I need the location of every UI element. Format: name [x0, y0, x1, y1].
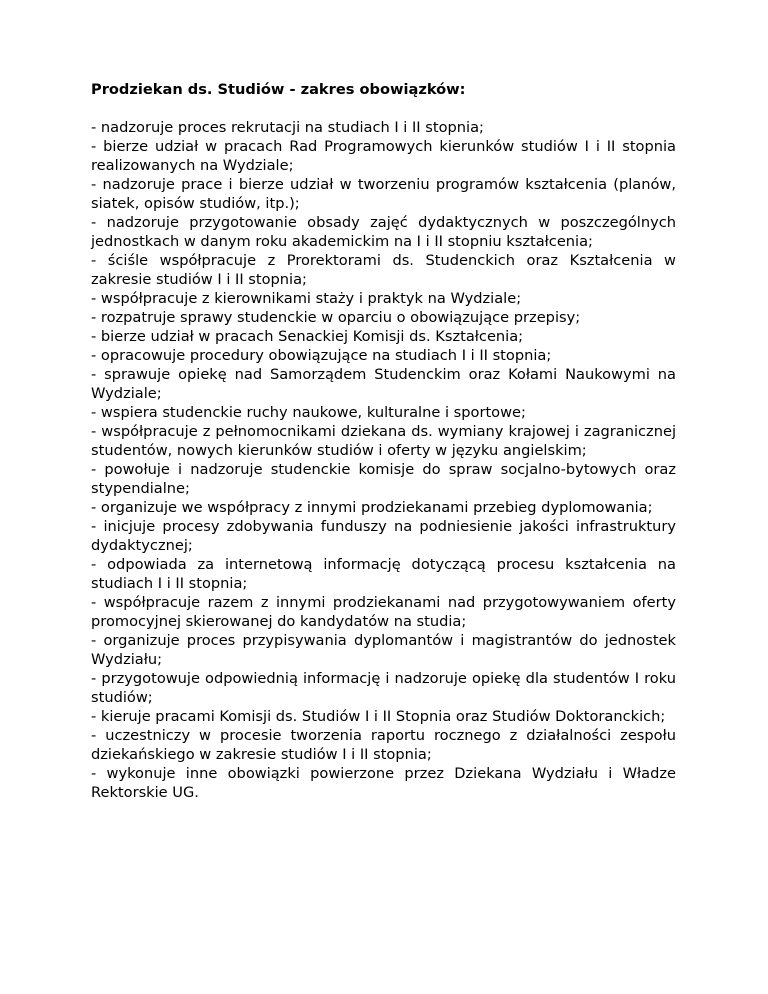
duty-item: - kieruje pracami Komisji ds. Studiów I i II Stopnia oraz Studiów Doktoranckich; — [91, 708, 666, 725]
duty-item: - powołuje i nadzoruje studenckie komisje do spraw socjalno-bytowych oraz stypendialne; — [91, 461, 676, 497]
duty-item: - przygotowuje odpowiednią informację i nadzoruje opiekę dla studentów I roku studiów; — [91, 670, 676, 706]
duty-item: - odpowiada za internetową informację dotyczącą procesu kształcenia na studiach I i II stopnia; — [91, 556, 676, 592]
duty-item: - współpracuje z pełnomocnikami dziekana ds. wymiany krajowej i zagranicznej studentów, nowych kierunków studiów i oferty w języku angielskim; — [91, 423, 676, 459]
duty-item: - wykonuje inne obowiązki powierzone przez Dziekana Wydziału i Władze Rektorskie UG. — [91, 765, 676, 801]
document-title: Prodziekan ds. Studiów - zakres obowiązków: — [91, 81, 466, 98]
duty-item: - nadzoruje prace i bierze udział w tworzeniu programów kształcenia (planów, siatek, opisów studiów, itp.); — [91, 176, 676, 212]
duty-item: - inicjuje procesy zdobywania funduszy na podniesienie jakości infrastruktury dydaktycznej; — [91, 518, 676, 554]
duty-item: - współpracuje z kierownikami staży i praktyk na Wydziale; — [91, 290, 522, 307]
duty-item: - współpracuje razem z innymi prodziekanami nad przygotowywaniem oferty promocyjnej skierowanej do kandydatów na studia; — [91, 594, 676, 630]
duty-item: - wspiera studenckie ruchy naukowe, kulturalne i sportowe; — [91, 404, 526, 421]
duty-item: - bierze udział w pracach Senackiej Komisji ds. Kształcenia; — [91, 328, 524, 345]
duty-item: - nadzoruje proces rekrutacji na studiach I i II stopnia; — [91, 119, 484, 136]
document-page — [91, 80, 676, 802]
duty-item: - ściśle współpracuje z Prorektorami ds. Studenckich oraz Kształcenia w zakresie studiów I i II stopnia; — [91, 252, 676, 288]
duty-item: - opracowuje procedury obowiązujące na studiach I i II stopnia; — [91, 347, 552, 364]
duty-item: - rozpatruje sprawy studenckie w oparciu o obowiązujące przepisy; — [91, 309, 581, 326]
duties-list — [91, 118, 676, 802]
duty-item: - organizuje proces przypisywania dyplomantów i magistrantów do jednostek Wydziału; — [91, 632, 676, 668]
duty-item: - organizuje we współpracy z innymi prodziekanami przebieg dyplomowania; — [91, 499, 653, 516]
duty-item: - bierze udział w pracach Rad Programowych kierunków studiów I i II stopnia realizowanych na Wydziale; — [91, 138, 676, 174]
duty-item: - sprawuje opiekę nad Samorządem Studenckim oraz Kołami Naukowymi na Wydziale; — [91, 366, 676, 402]
duty-item: - nadzoruje przygotowanie obsady zajęć dydaktycznych w poszczególnych jednostkach w danym roku akademickim na I i II stopniu kształcenia; — [91, 214, 676, 250]
duty-item: - uczestniczy w procesie tworzenia raportu rocznego z działalności zespołu dziekańskiego w zakresie studiów I i II stopnia; — [91, 727, 676, 763]
